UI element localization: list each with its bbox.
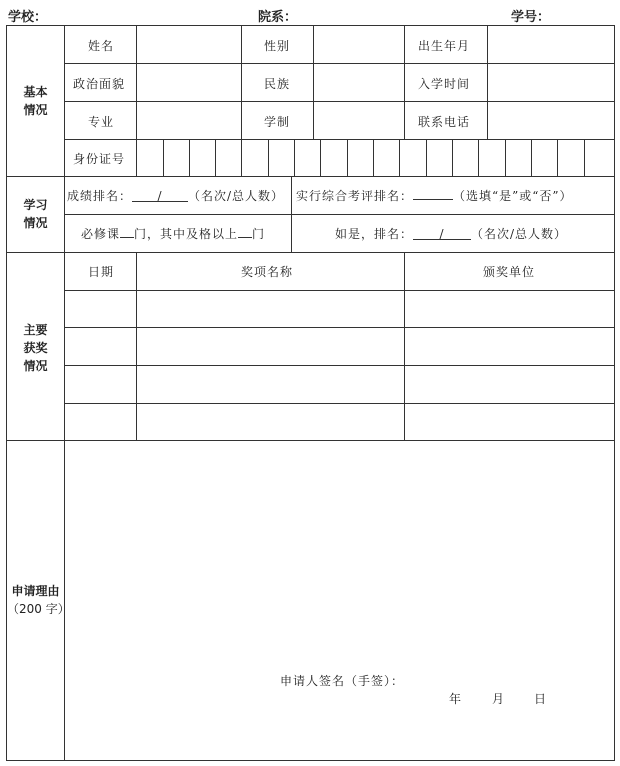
signature-field[interactable] (407, 668, 557, 688)
rank-separator: / (157, 189, 163, 203)
award-name-cell[interactable] (137, 291, 403, 326)
row-divider (64, 139, 615, 140)
col-divider (241, 26, 242, 139)
award-name-cell[interactable] (137, 329, 403, 364)
birth-label: 出生年月 (418, 39, 471, 53)
if-yes-separator: / (439, 227, 445, 241)
awards-col-name: 奖项名称 (241, 265, 294, 279)
rank-hint: （名次/总人数） (188, 189, 285, 203)
school-label: 学校： (8, 10, 48, 25)
section-title-awards (7, 321, 64, 375)
awards-col-issuer: 颁奖单位 (483, 265, 536, 279)
enrollment-date-field[interactable] (488, 65, 614, 100)
section-title-reason (7, 582, 70, 618)
passed-count-blank[interactable] (238, 225, 252, 238)
comprehensive-row (296, 187, 573, 204)
id-number-field[interactable] (137, 141, 614, 175)
department-label: 院系： (258, 10, 298, 25)
phone-label: 联系电话 (418, 115, 471, 129)
section-title-line: 情况 (23, 216, 48, 230)
major-field[interactable] (137, 103, 240, 138)
col-divider (291, 176, 292, 252)
required-courses-row (81, 225, 265, 242)
section-title-line: （200 字） (7, 602, 70, 616)
political-status-field[interactable] (137, 65, 240, 100)
awards-col-date: 日期 (88, 265, 115, 279)
section-title-line: 情况 (23, 103, 48, 117)
row-divider (64, 101, 615, 102)
section-title-line: 学习 (23, 198, 48, 212)
duration-label: 学制 (264, 115, 291, 129)
gender-field[interactable] (314, 27, 403, 62)
month-label: 月 (492, 692, 506, 706)
award-issuer-cell[interactable] (405, 404, 614, 439)
ethnicity-field[interactable] (314, 65, 403, 100)
enrollment-label: 入学时间 (418, 77, 471, 91)
award-issuer-cell[interactable] (405, 329, 614, 364)
duration-field[interactable] (314, 103, 403, 138)
section-title-study (7, 196, 64, 232)
gender-label: 性别 (264, 39, 291, 53)
section-title-line: 情况 (23, 359, 48, 373)
award-date-cell[interactable] (65, 291, 135, 326)
phone-field[interactable] (488, 103, 614, 138)
award-date-cell[interactable] (65, 367, 135, 402)
major-label: 专业 (88, 115, 115, 129)
award-name-cell[interactable] (137, 367, 403, 402)
comprehensive-label: 实行综合考评排名： (296, 189, 414, 203)
section-divider (7, 252, 615, 253)
required-text-2: 门，其中及格以上 (134, 227, 239, 241)
col-divider (404, 26, 405, 139)
section-title-basic (7, 83, 64, 119)
award-name-cell[interactable] (137, 404, 403, 439)
section-divider (7, 176, 615, 177)
required-text-3: 门 (252, 227, 266, 241)
required-count-blank[interactable] (120, 225, 134, 238)
rank-row (67, 187, 284, 204)
signature-label: 申请人签名（手签）： (280, 674, 405, 688)
id-number-label: 身份证号 (73, 152, 126, 166)
required-text-1: 必修课 (81, 227, 121, 241)
section-title-line: 基本 (23, 85, 48, 99)
row-divider (64, 327, 615, 328)
award-issuer-cell[interactable] (405, 367, 614, 402)
if-yes-rank-blank[interactable] (413, 227, 471, 240)
ethnicity-label: 民族 (264, 77, 291, 91)
if-yes-hint: （名次/总人数） (471, 227, 568, 241)
application-form (6, 25, 615, 761)
award-issuer-cell[interactable] (405, 291, 614, 326)
section-title-line: 申请理由 (11, 584, 60, 598)
award-date-cell[interactable] (65, 404, 135, 439)
award-date-cell[interactable] (65, 329, 135, 364)
section-title-line: 获奖 (23, 341, 48, 355)
student-id-label: 学号： (511, 10, 551, 25)
name-field[interactable] (137, 27, 240, 62)
if-yes-rank-row (335, 225, 567, 242)
rank-label: 成绩排名： (67, 189, 133, 203)
political-label: 政治面貌 (73, 77, 126, 91)
name-label: 姓名 (88, 39, 115, 53)
reason-text-area[interactable] (65, 442, 614, 672)
comprehensive-blank[interactable] (413, 187, 453, 200)
section-title-line: 主要 (23, 323, 48, 337)
year-label: 年 (449, 692, 463, 706)
row-divider (64, 365, 615, 366)
comprehensive-hint: （选填“是”或“否”） (453, 189, 573, 203)
row-divider (64, 63, 615, 64)
row-divider (64, 214, 615, 215)
section-divider (7, 440, 615, 441)
if-yes-label: 如是，排名： (335, 227, 414, 241)
day-label: 日 (534, 692, 548, 706)
rank-blank[interactable] (132, 189, 188, 202)
birth-date-field[interactable] (488, 27, 614, 62)
